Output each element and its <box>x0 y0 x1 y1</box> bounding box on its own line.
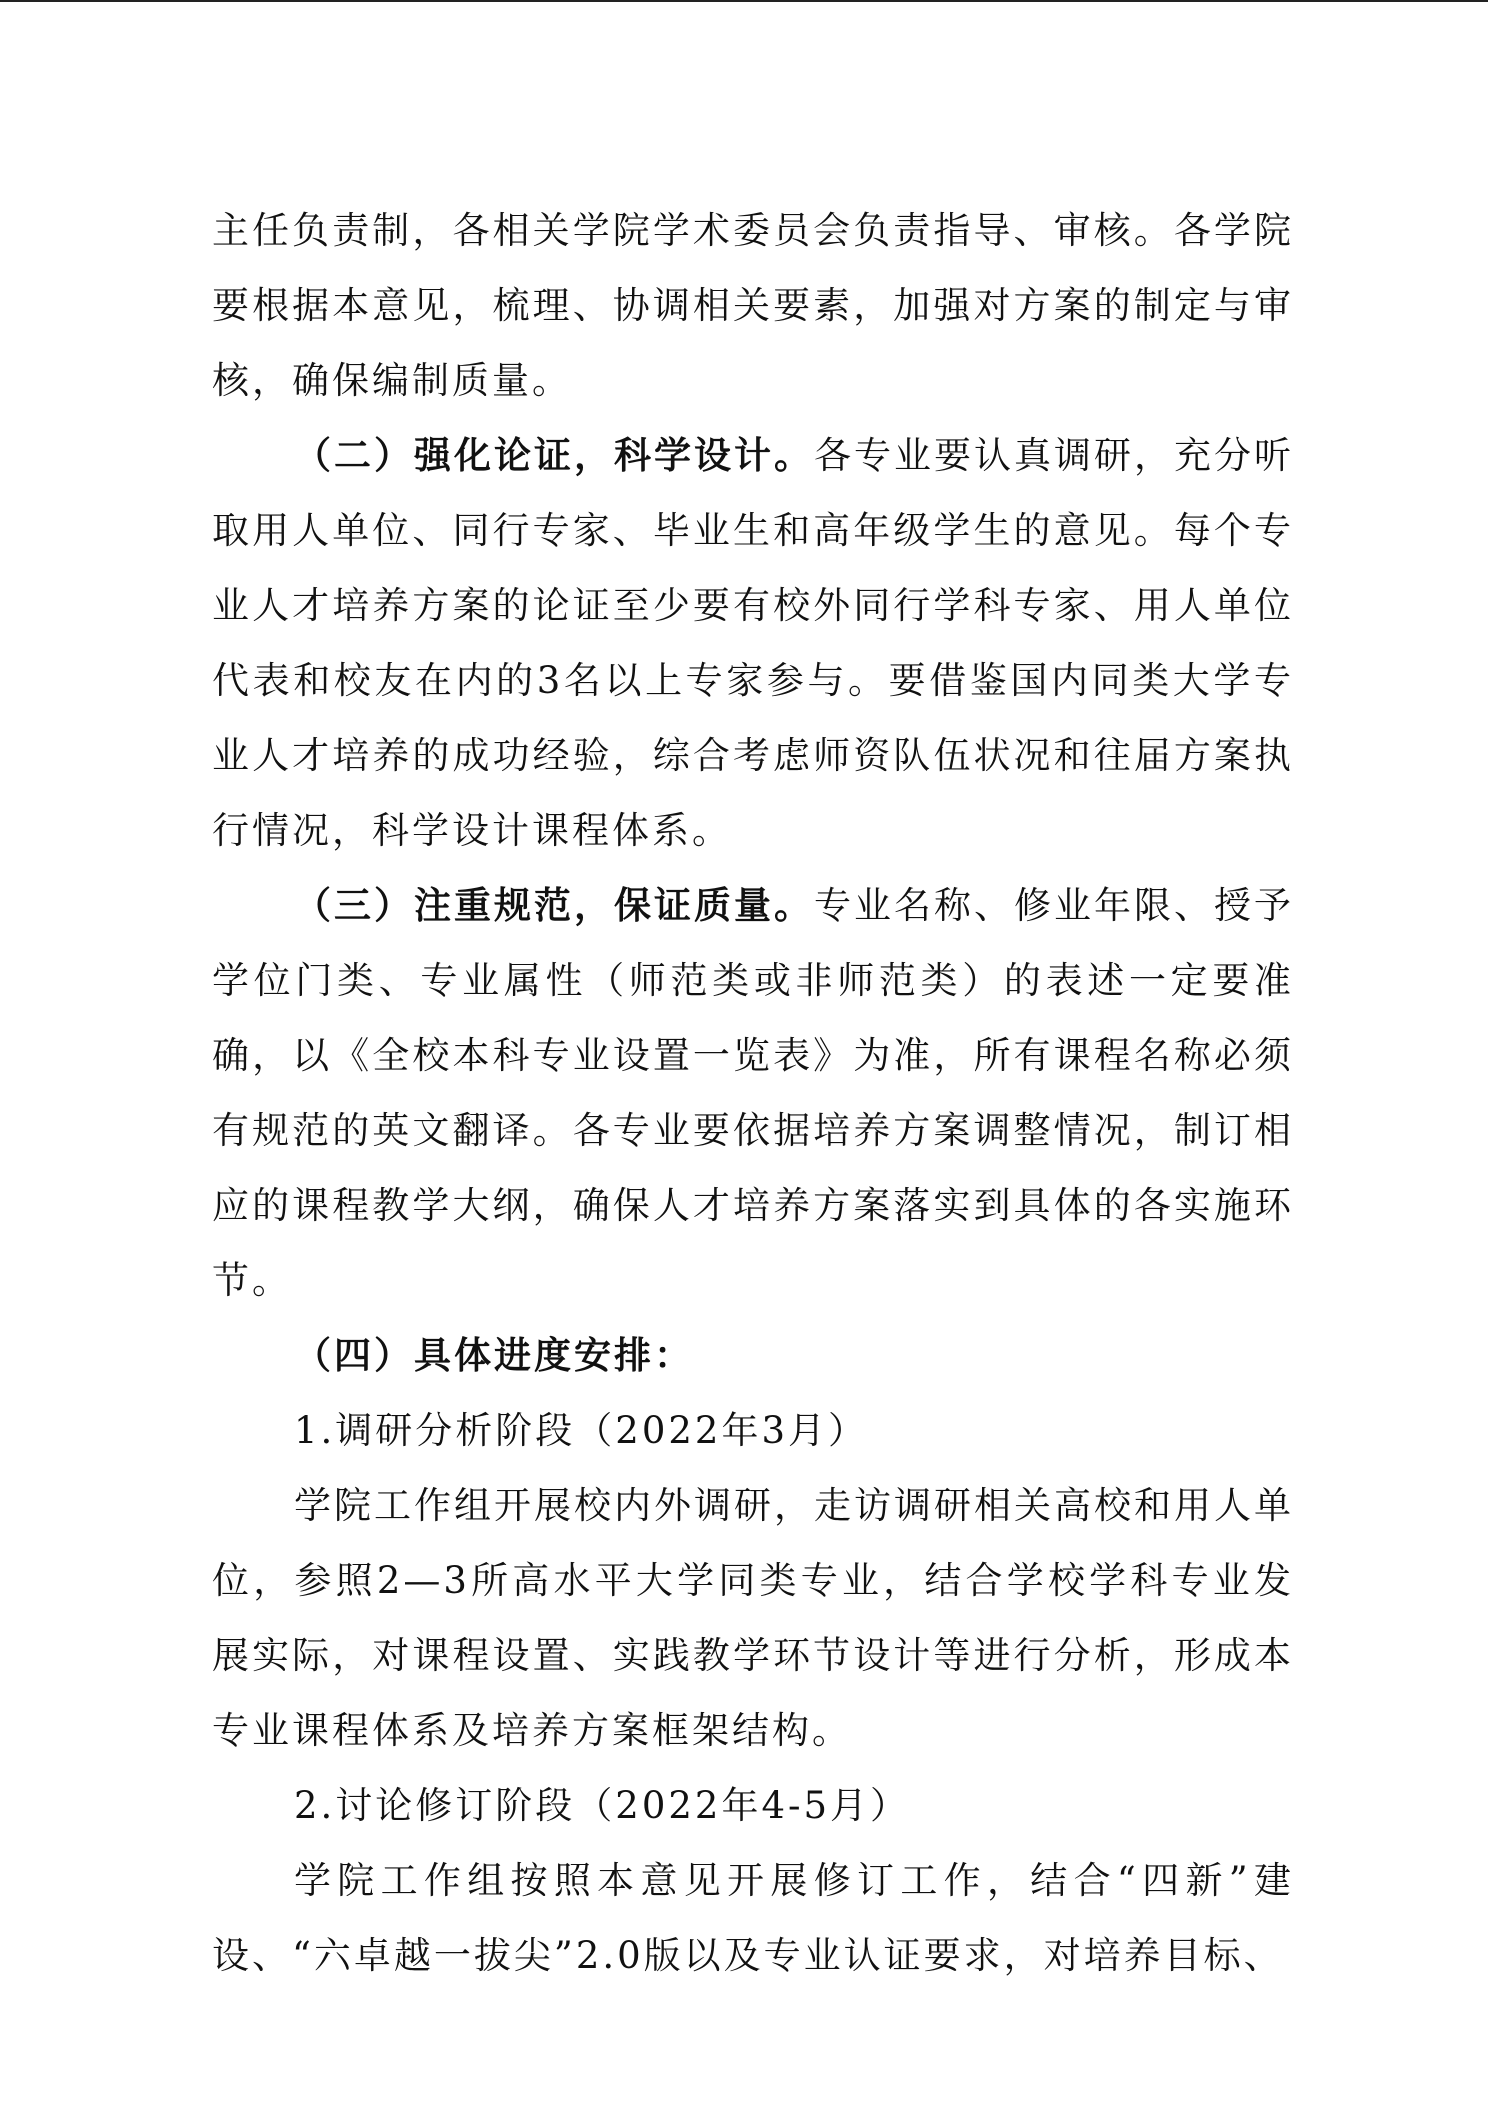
paragraph-6 <box>212 1468 1294 1768</box>
subheading-stage-1: 1.调研分析阶段（2022年3月） <box>294 1409 869 1452</box>
paragraph-8 <box>212 1843 1294 1993</box>
paragraph-8-text: 学院工作组按照本意见开展修订工作，结合“四新”建设、“六卓越一拔尖”2.0版以及专业认证要求，对培养目标、 <box>212 1859 1294 1977</box>
paragraph-6-text: 学院工作组开展校内外调研，走访调研相关高校和用人单位，参照2—3所高水平大学同类专业，结合学校学科专业发展实际，对课程设置、实践教学环节设计等进行分析，形成本专业课程体系及培养方案框架结构。 <box>212 1484 1294 1752</box>
paragraph-7 <box>212 1768 1294 1843</box>
section-heading-4: （四）具体进度安排： <box>294 1333 694 1377</box>
paragraph-5 <box>212 1393 1294 1468</box>
paragraph-1 <box>212 193 1294 418</box>
section-heading-3: （三）注重规范，保证质量。 <box>294 883 814 927</box>
paragraph-4 <box>212 1318 1294 1393</box>
paragraph-1-text: 主任负责制，各相关学院学术委员会负责指导、审核。各学院要根据本意见，梳理、协调相关要素，加强对方案的制定与审核，确保编制质量。 <box>212 209 1294 402</box>
paragraph-2 <box>212 418 1294 868</box>
subheading-stage-2: 2.讨论修订阶段（2022年4-5月） <box>294 1784 911 1827</box>
paragraph-2-text: 各专业要认真调研，充分听取用人单位、同行专家、毕业生和高年级学生的意见。每个专业人才培养方案的论证至少要有校外同行学科专家、用人单位代表和校友在内的3名以上专家参与。要借鉴国内同类大学专业人才培养的成功经验，综合考虑师资队伍状况和往届方案执行情况，科学设计课程体系。 <box>212 434 1294 852</box>
paragraph-3-text: 专业名称、修业年限、授予学位门类、专业属性（师范类或非师范类）的表述一定要准确，以《全校本科专业设置一览表》为准，所有课程名称必须有规范的英文翻译。各专业要依据培养方案调整情况，制订相应的课程教学大纲，确保人才培养方案落实到具体的各实施环节。 <box>212 884 1294 1302</box>
document-body <box>212 193 1294 1993</box>
paragraph-3 <box>212 868 1294 1318</box>
section-heading-2: （二）强化论证，科学设计。 <box>294 433 814 477</box>
